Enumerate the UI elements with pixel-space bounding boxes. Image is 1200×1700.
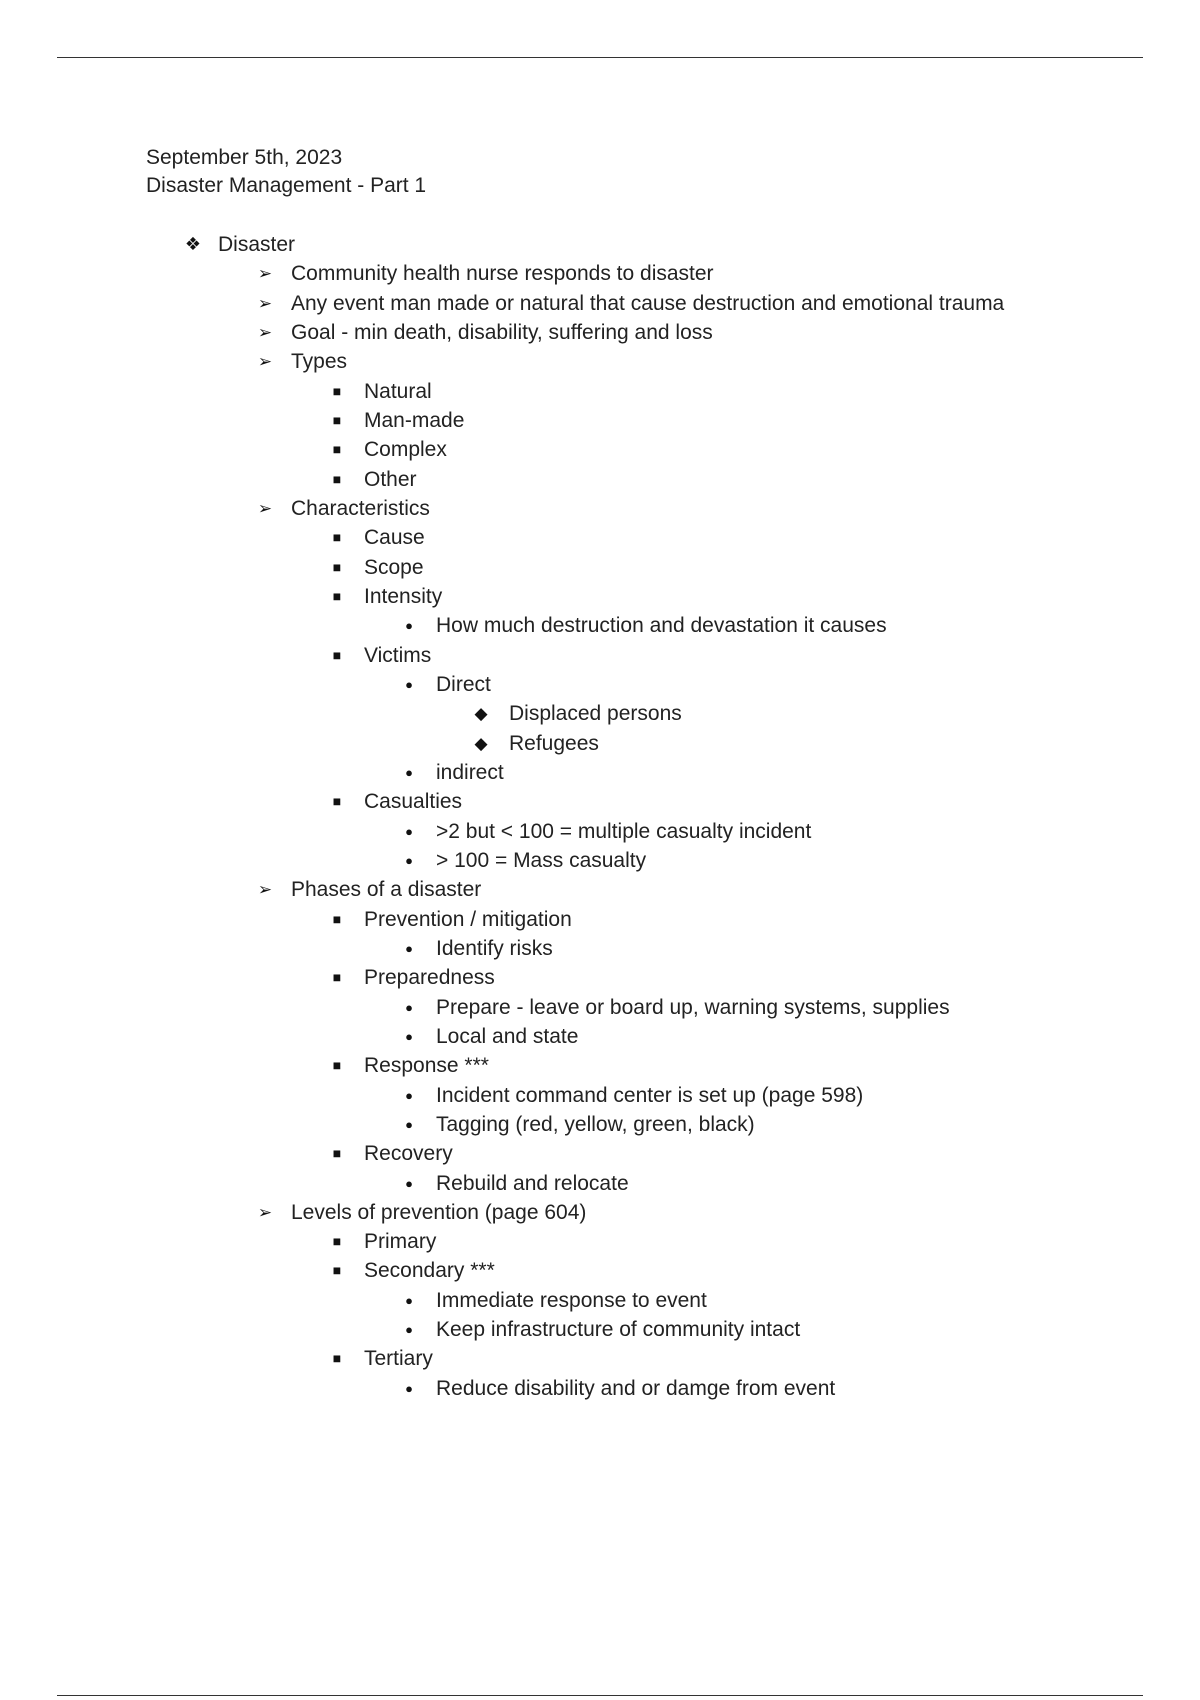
bullet-icon: ■ <box>332 910 342 927</box>
outline-item-level-0 <box>0 230 1200 259</box>
outline-item-text: Refugees <box>509 731 599 755</box>
outline-item-level-3 <box>0 1169 1200 1198</box>
bullet-icon: ■ <box>332 646 342 663</box>
bullet-icon: ● <box>405 1087 413 1103</box>
outline-item-text: Disaster <box>218 233 296 256</box>
bullet-icon: ■ <box>332 969 342 986</box>
outline-item-level-3 <box>0 1022 1200 1051</box>
outline-item-text: Other <box>364 467 417 491</box>
outline-item-text: Phases of a disaster <box>291 878 482 902</box>
outline-item-text: > 100 = Mass casualty <box>436 848 647 872</box>
outline-item-text: Preparedness <box>364 966 495 990</box>
bullet-icon: ➢ <box>257 322 273 342</box>
bullet-icon: ■ <box>332 470 342 487</box>
outline-item-text: indirect <box>436 760 504 784</box>
bullet-icon: ■ <box>332 1233 342 1250</box>
bullet-icon: ■ <box>332 1262 342 1279</box>
outline-item-level-3 <box>0 846 1200 875</box>
bullet-icon: ■ <box>332 1145 342 1162</box>
outline-item-text: Victims <box>364 643 432 667</box>
outline-item-level-2 <box>0 523 1200 552</box>
outline-item-level-2 <box>0 1344 1200 1373</box>
outline-item-level-3 <box>0 817 1200 846</box>
outline-item-text: Reduce disability and or damge from event <box>436 1376 836 1400</box>
bullet-icon: ● <box>405 852 413 868</box>
outline-item-level-2 <box>0 963 1200 992</box>
bullet-icon: ■ <box>332 793 342 810</box>
bullet-icon: ● <box>405 1380 413 1396</box>
outline-item-text: Any event man made or natural that cause destruction and emotional trauma <box>291 291 1005 315</box>
top-rule <box>57 57 1143 58</box>
outline-item-text: Complex <box>364 438 447 462</box>
bullet-icon: ● <box>405 618 413 634</box>
outline-item-level-3 <box>0 1081 1200 1110</box>
bullet-icon: ➢ <box>257 293 273 313</box>
outline-item-level-1 <box>0 347 1200 376</box>
outline-item-level-2 <box>0 1139 1200 1168</box>
outline-item-level-3 <box>0 670 1200 699</box>
outline-item-level-3 <box>0 1374 1200 1403</box>
outline-item-level-4 <box>0 699 1200 728</box>
outline-item-text: How much destruction and devastation it causes <box>436 614 887 638</box>
outline-item-text: Primary <box>364 1230 437 1254</box>
outline-item-text: Cause <box>364 526 425 550</box>
outline-item-level-1 <box>0 875 1200 904</box>
outline-item-level-2 <box>0 1256 1200 1285</box>
note-title: Disaster Management - Part 1 <box>146 174 427 197</box>
outline-item-level-2 <box>0 1227 1200 1256</box>
bullet-icon: ❖ <box>184 234 202 254</box>
outline-item-level-1 <box>0 259 1200 288</box>
outline-item-text: Casualties <box>364 790 463 814</box>
outline-item-level-3 <box>0 611 1200 640</box>
bullet-icon: ● <box>405 1292 413 1308</box>
outline-item-text: Intensity <box>364 584 443 608</box>
bullet-icon: ■ <box>332 382 342 399</box>
bottom-rule <box>57 1695 1143 1696</box>
bullet-icon: ➢ <box>257 352 273 372</box>
bullet-icon: ● <box>405 999 413 1015</box>
outline-item-level-3 <box>0 758 1200 787</box>
bullet-icon: ■ <box>332 1057 342 1074</box>
bullet-icon: ➢ <box>257 1202 273 1222</box>
bullet-icon: ● <box>405 1322 413 1338</box>
outline-item-level-1 <box>0 1198 1200 1227</box>
outline-item-text: Man-made <box>364 408 465 432</box>
outline-item-text: Levels of prevention (page 604) <box>291 1200 587 1224</box>
outline-list <box>0 230 1200 1403</box>
bullet-icon: ● <box>405 1175 413 1191</box>
bullet-icon: ■ <box>332 558 342 575</box>
outline-item-level-2 <box>0 553 1200 582</box>
bullet-icon: ● <box>405 764 413 780</box>
outline-item-level-2 <box>0 406 1200 435</box>
outline-item-text: Displaced persons <box>509 702 682 726</box>
bullet-icon: ■ <box>332 529 342 546</box>
outline-item-text: Types <box>291 350 348 374</box>
note-date: September 5th, 2023 <box>146 146 343 169</box>
outline-item-level-3 <box>0 934 1200 963</box>
bullet-icon: ◆ <box>474 733 488 753</box>
outline-item-level-1 <box>0 494 1200 523</box>
outline-item-text: Tagging (red, yellow, green, black) <box>436 1112 755 1136</box>
outline-item-text: Characteristics <box>291 496 430 520</box>
outline-item-text: Response *** <box>364 1054 489 1078</box>
outline-item-text: Tertiary <box>364 1347 433 1371</box>
outline-item-text: Local and state <box>436 1024 579 1048</box>
bullet-icon: ■ <box>332 587 342 604</box>
outline-item-text: Identify risks <box>436 936 553 960</box>
bullet-icon: ● <box>405 823 413 839</box>
outline-item-text: Scope <box>364 555 424 579</box>
outline-item-text: Prevention / mitigation <box>364 907 572 931</box>
bullet-icon: ◆ <box>474 704 488 724</box>
outline-item-text: Incident command center is set up (page 598) <box>436 1083 864 1107</box>
outline-item-text: Immediate response to event <box>436 1288 707 1312</box>
bullet-icon: ■ <box>332 441 342 458</box>
bullet-icon: ➢ <box>257 880 273 900</box>
bullet-icon: ➢ <box>257 498 273 518</box>
bullet-icon: ■ <box>332 1350 342 1367</box>
outline-item-level-3 <box>0 1315 1200 1344</box>
outline-item-text: Prepare - leave or board up, warning systems, supplies <box>436 995 950 1019</box>
outline-item-level-4 <box>0 729 1200 758</box>
outline-item-level-2 <box>0 905 1200 934</box>
outline-item-text: >2 but < 100 = multiple casualty incident <box>436 819 812 843</box>
bullet-icon: ■ <box>332 411 342 428</box>
outline-item-level-2 <box>0 582 1200 611</box>
outline-item-level-2 <box>0 787 1200 816</box>
outline-item-text: Keep infrastructure of community intact <box>436 1318 801 1342</box>
outline-item-level-1 <box>0 289 1200 318</box>
outline-item-text: Recovery <box>364 1142 453 1166</box>
outline-item-level-3 <box>0 993 1200 1022</box>
bullet-icon: ● <box>405 940 413 956</box>
outline-item-text: Secondary *** <box>364 1259 495 1283</box>
outline-item-text: Community health nurse responds to disaster <box>291 262 714 286</box>
outline-item-text: Rebuild and relocate <box>436 1171 629 1195</box>
outline-item-level-1 <box>0 318 1200 347</box>
outline-item-level-2 <box>0 435 1200 464</box>
outline-item-text: Direct <box>436 672 491 696</box>
outline-item-level-2 <box>0 377 1200 406</box>
outline-item-level-3 <box>0 1110 1200 1139</box>
outline-item-text: Goal - min death, disability, suffering and loss <box>291 320 713 344</box>
outline-item-level-2 <box>0 465 1200 494</box>
outline-item-level-3 <box>0 1286 1200 1315</box>
bullet-icon: ● <box>405 1028 413 1044</box>
bullet-icon: ➢ <box>257 264 273 284</box>
outline-item-level-2 <box>0 1051 1200 1080</box>
bullet-icon: ● <box>405 1116 413 1132</box>
outline-item-text: Natural <box>364 379 432 403</box>
bullet-icon: ● <box>405 676 413 692</box>
outline-item-level-2 <box>0 641 1200 670</box>
